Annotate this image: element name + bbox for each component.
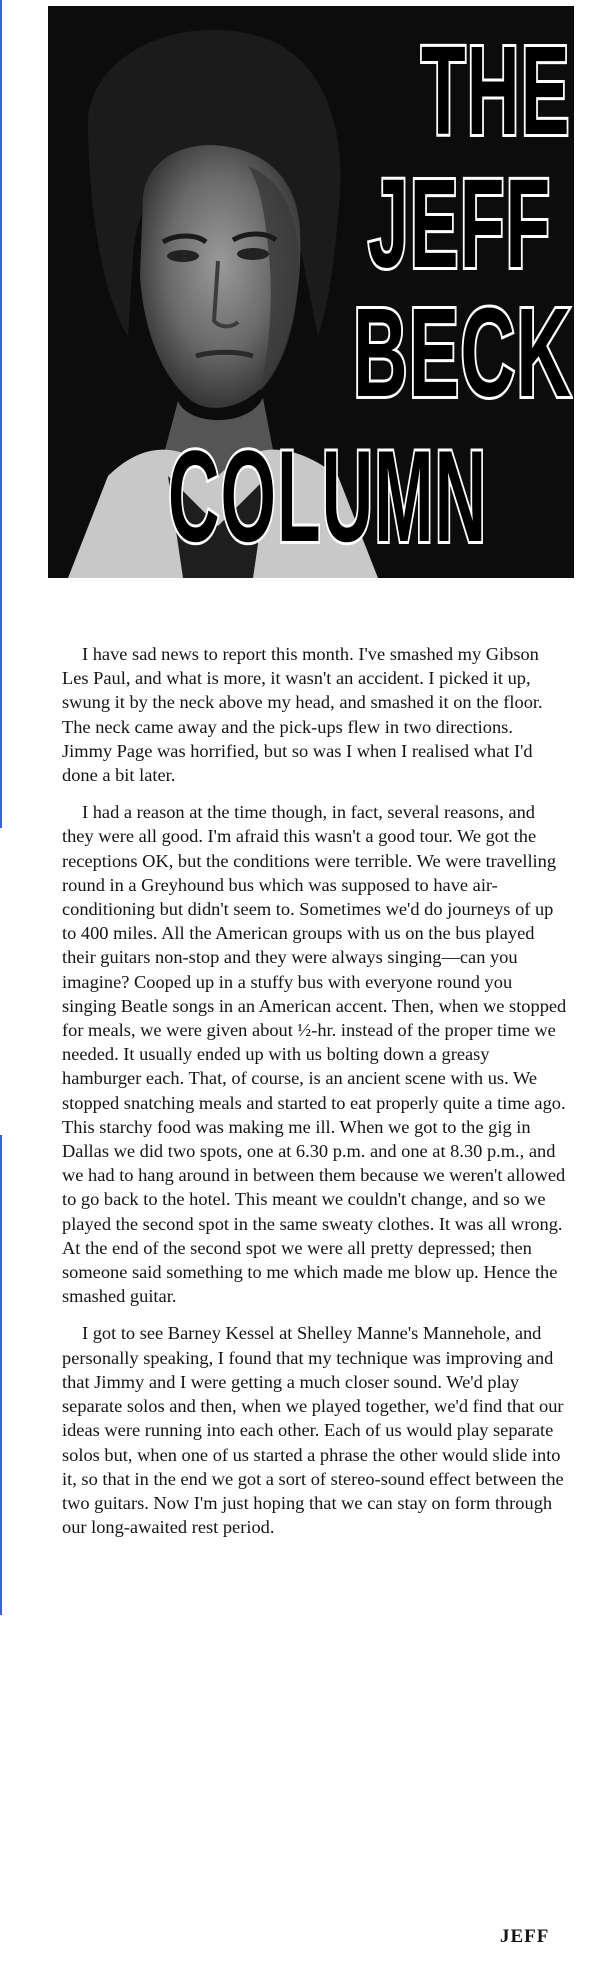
column-header-banner — [48, 6, 574, 578]
title-word-jeff: JEFF — [368, 153, 552, 294]
article-paragraph: I had a reason at the time though, in fact, several reasons, and they were all good. I'm afraid this wasn't a good tour. We got the receptions OK, but the conditions were terrible. We were travelling round in a Greyhound bus which was supposed to have air-conditioning but didn't seem to. Sometimes we'd do journeys of up to 400 miles. All the American groups with us on the bus played their guitars non-stop and they were always singing—can you imagine? Cooped up in a stuffy bus with everyone round you singing Beatle songs in an American accent. Then, when we stopped for meals, we were given about ½-hr. instead of the proper time we needed. It usually ended up with us bolting down a greasy hamburger each. That, of course, is an ancient scene with us. We stopped snatching meals and started to eat properly quite a time ago. This starchy food was making me ill. When we got to the gig in Dallas we did two spots, one at 6.30 p.m. and one at 8.30 p.m., and we had to hang around in between them because we weren't allowed to go back to the hotel. This meant we couldn't change, and so we played the second spot in the same sweaty clothes. It was all wrong. At the end of the second spot we were all pretty depressed; then someone said something to me which made me blow up. Hence the smashed guitar. — [62, 802, 567, 1307]
title-word-the: THE — [421, 20, 571, 161]
article-paragraph: I got to see Barney Kessel at Shelley Manne's Mannehole, and personally speaking, I found that my technique was improving and that Jimmy and I were getting a much closer sound. We'd play separate solos and then, when we played together, we'd find that our ideas were running into each other. Each of us would play separate solos but, when one of us started a phrase the other would slide into it, so that in the end we got a sort of stereo-sound effect between the two guitars. Now I'm just hoping that we can stay on form through our long-awaited rest period. — [62, 1323, 564, 1538]
article-paragraph: I have sad news to report this month. I've smashed my Gibson Les Paul, and what is more, it wasn't an accident. I picked it up, swung it by the neck above my head, and smashed it on the floor. The neck came away and the pick-ups flew in two directions. Jimmy Page was horrified, but so was I when I realised what I'd done a bit later. — [62, 644, 543, 786]
column-title — [48, 6, 574, 578]
page-edge-marker — [0, 0, 2, 828]
article-body — [62, 642, 567, 1552]
author-signature: JEFF — [500, 1926, 550, 1947]
title-word-column: COLUMN — [168, 423, 488, 569]
title-word-beck: BECK — [353, 282, 573, 423]
page-edge-marker — [0, 1135, 2, 1615]
